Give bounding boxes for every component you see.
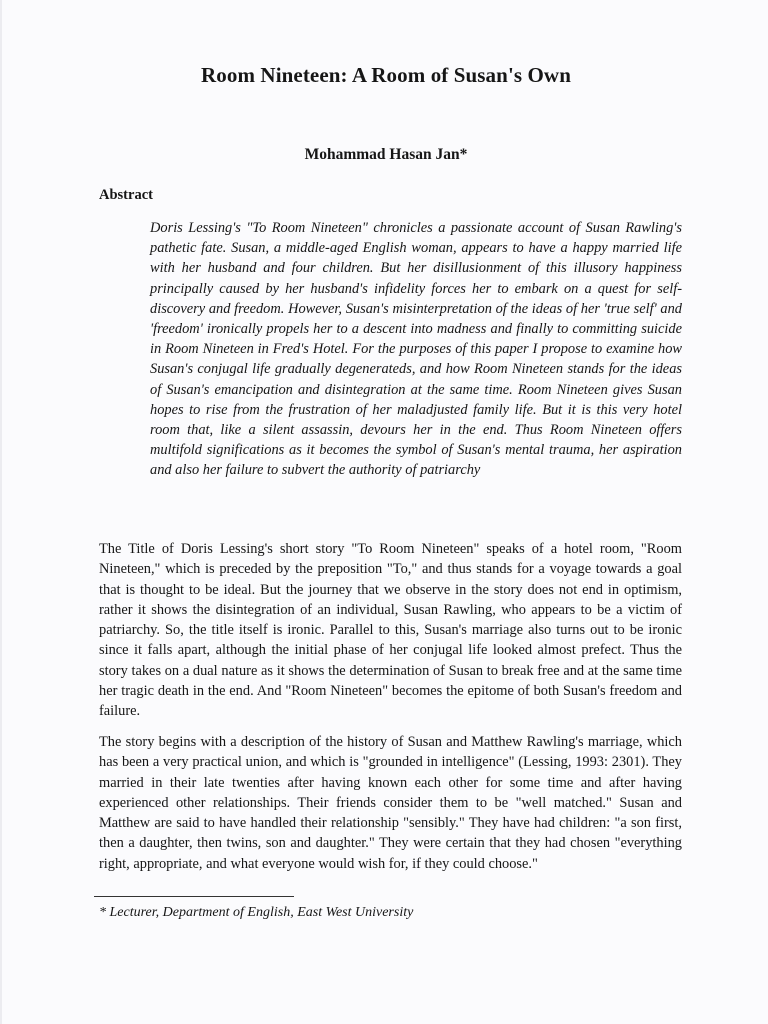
footnote: * Lecturer, Department of English, East West University [99, 905, 414, 920]
body-paragraph-2: The story begins with a description of the history of Susan and Matthew Rawling's marriage, which has been a very practical union, and which is "grounded in intelligence" (Lessing, 1993: 2301). They married in their late twenties after having known each other for some time and after having experienced other relationships. Their friends consider them to be "well matched." Susan and Matthew are said to have handled their relationship "sensibly." They have had children: "a son first, then a daughter, then twins, son and daughter." They were certain that they had chosen "everything right, appropriate, and what everyone would wish for, if they could choose." [99, 734, 682, 872]
abstract-heading: Abstract [99, 187, 153, 203]
paper-title: Room Nineteen: A Room of Susan's Own [201, 63, 571, 87]
footnote-divider [94, 896, 294, 897]
abstract-text: Doris Lessing's "To Room Nineteen" chronicles a passionate account of Susan Rawling's pathetic fate. Susan, a middle-aged English woman, appears to have a happy married life with her husband and four children. But her disillusionment of this illusory happiness principally caused by her husband's infidelity forces her to embark on a quest for self-discovery and freedom. However, Susan's misinterpretation of the ideas of her 'true self' and 'freedom' ironically propels her to a descent into madness and finally to committing suicide in Room Nineteen in Fred's Hotel. For the purposes of this paper I propose to examine how Susan's conjugal life gradually degenerateds, and how Room Nineteen stands for the ideas of Susan's emancipation and disintegration at the same time. Room Nineteen gives Susan hopes to rise from the frustration of her maladjusted family life. But it is this very hotel room that, like a silent assassin, devours her in the end. Thus Room Nineteen offers multifold significations as it becomes the symbol of Susan's mental trauma, her aspiration and also her failure to subvert the authority of patriarchy [150, 220, 682, 479]
body-paragraph-1: The Title of Doris Lessing's short story "To Room Nineteen" speaks of a hotel room, "Room Nineteen," which is preceded by the preposition "To," and thus stands for a voyage towards a goal that is thought to be ideal. But the journey that we observe in the story does not end in optimism, rather it shows the disintegration of an individual, Susan Rawling, who appears to be a victim of patriarchy. So, the title itself is ironic. Parallel to this, Susan's marriage also turns out to be ironic since it falls apart, although the initial phase of her conjugal life looked almost prefect. Thus the story takes on a dual nature as it shows the determination of Susan to break free and at the same time her tragic death in the end. And "Room Nineteen" becomes the epitome of both Susan's freedom and failure. [99, 541, 682, 720]
author-name: Mohammad Hasan Jan* [304, 146, 468, 163]
